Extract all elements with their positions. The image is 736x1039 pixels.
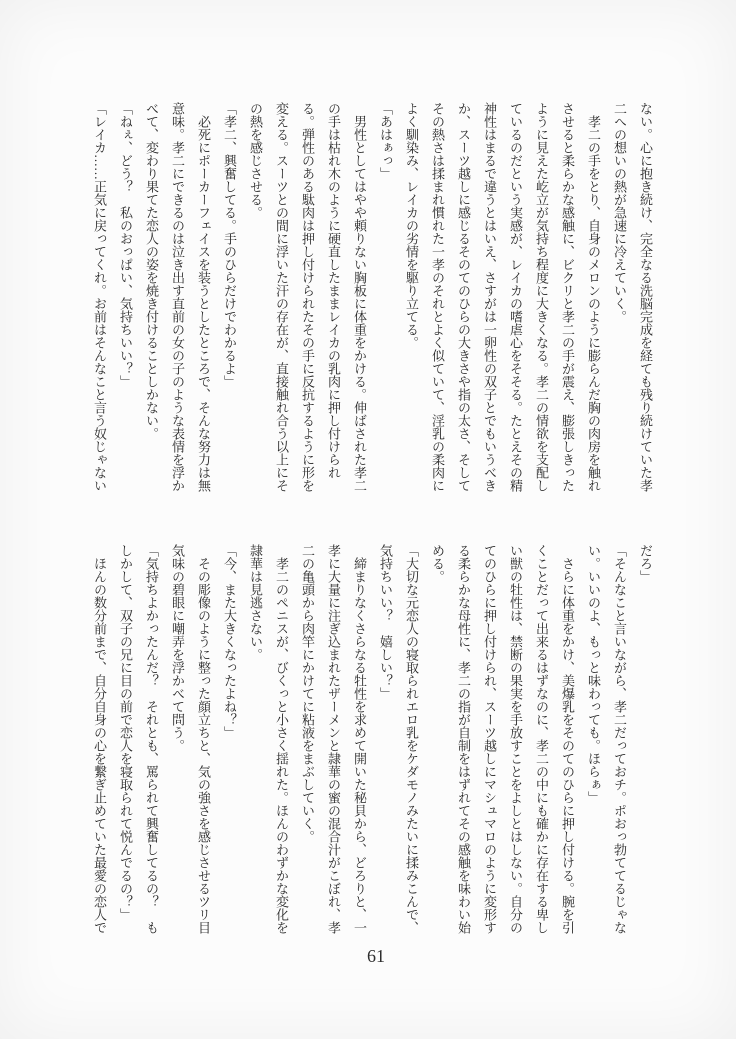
text-column: ない。心に抱き続け、完全なる洗脳完成を経ても残り続けていた孝 (638, 102, 653, 492)
text-column: か、スーツ越しに感じるそのてのひらの大きさや指の太さ、そして (456, 102, 471, 492)
text-column: 気味の碧眼に嘲弄を浮かべて問う。 (170, 544, 185, 752)
text-column: 「今、また大きくなったよね？」 (222, 544, 237, 739)
text-column: 変える。スーツとの間に浮いた汗の存在が、直接触れ合う以上にそ (274, 102, 289, 492)
text-column: しかして、双子の兄に目の前で恋人を寝取られて悦んでるの？」 (118, 544, 133, 921)
text-column: 「あはぁっ」 (378, 102, 393, 180)
text-column: 男性としてはやや頼りない胸板に体重をかける。伸ばされた孝二 (352, 102, 367, 492)
text-column: 意味。孝二にできるのは泣き出す直前の女の子のような表情を浮か (170, 102, 185, 492)
text-column: 「レイカ……正気に戻ってくれ。お前はそんなこと言う奴じゃない (92, 102, 107, 492)
text-column: 隷華は見逃さない。 (248, 544, 263, 661)
text-column: 気持ちいい？ 嬉しい？」 (378, 544, 393, 700)
text-column: ほんの数分前まで、自分自身の心を繋ぎ止めていた最愛の恋人で (92, 544, 107, 934)
text-column: 二への想いの熱が急速に冷えていく。 (612, 102, 627, 323)
text-column: その熱さは揉まれ慣れた一孝のそれとよく似ていて、淫乳の柔肉に (430, 102, 445, 492)
text-column: 必死にポーカーフェイスを装うとしたところで、そんな努力は無 (196, 102, 211, 492)
text-column: ように見えた屹立が気持ち程度に大きくなる。孝二の情欲を支配し (534, 102, 549, 492)
text-column: 「大切な元恋人の寝取られエロ乳をケダモノみたいに揉みこんで、 (404, 544, 419, 934)
text-column: べて、変わり果てた恋人の姿を焼き付けることしかない。 (144, 102, 159, 440)
text-column: 神性はまるで違うとはいえ、さすがは一卵性の双子とでもいうべき (482, 102, 497, 492)
text-column: させると柔らかな感触に、ビクリと孝二の手が震え、膨張しきった (560, 102, 575, 492)
page-number: 61 (367, 946, 385, 966)
text-column: の手は枯れ木のように硬直したままレイカの乳肉に押し付けられ (326, 102, 341, 479)
text-column: よく馴染み、レイカの劣情を駆り立てる。 (404, 102, 419, 349)
text-column: 締まりなくさらなる牡性を求めて開いた秘貝から、どろりと、一 (352, 544, 367, 934)
text-column: 「気持ちよかったんだ？ それとも、罵られて興奮してるの？ も (144, 544, 159, 934)
text-block-lower (86, 544, 658, 942)
text-column: 「孝二、興奮してる。手のひらだけでわかるよ」 (222, 102, 237, 388)
text-column: 孝二の手をとり、自身のメロンのように膨らんだ胸の肉房を触れ (586, 102, 601, 492)
text-column: その彫像のように整った顔立ちと、気の強さを感じさせるツリ目 (196, 544, 211, 934)
text-column: 「ねぇ、どう？ 私のおっぱい、気持ちいい？」 (118, 102, 133, 388)
text-column: くことだって出来るはずなのに、孝二の中にも確かに存在する卑し (534, 544, 549, 934)
text-column: る柔らかな母性に、孝二の指が自制をはずれてその感触を味わい始 (456, 544, 471, 934)
text-column: い。いいのよ、もっと味わっても。ほらぁ」 (586, 544, 601, 804)
text-column: る。弾性のある駄肉は押し付けられたその手に反抗するように形を (300, 102, 315, 492)
text-column: い獣の牡性は、禁断の果実を手放すことをよしとはしない。自分の (508, 544, 523, 934)
text-column: 「そんなこと言いながら、孝二だっておチ。ポおっ勃ててるじゃな (612, 544, 627, 934)
text-column: 孝に大量に注ぎ込まれたザーメンと隷華の蜜の混合汁がこぼれ、孝 (326, 544, 341, 934)
text-column: だろ」 (638, 544, 653, 583)
text-column: さらに体重をかけ、美爆乳をそのてのひらに押し付ける。腕を引 (560, 544, 575, 934)
text-column: める。 (430, 544, 445, 583)
text-column: てのひらに押し付けられ、スーツ越しにマシュマロのように変形す (482, 544, 497, 934)
text-column: ているのだという実感が、レイカの嗜虐心をそそる。たとえその精 (508, 102, 523, 492)
text-column: 二の亀頭から肉竿にかけてに粘液をまぶしていく。 (300, 544, 315, 843)
text-column: の熱を感じさせる。 (248, 102, 263, 219)
text-block-upper (86, 102, 658, 500)
text-column: 孝二のペニスが、びくっと小さく揺れた。ほんのわずかな変化を (274, 544, 289, 934)
